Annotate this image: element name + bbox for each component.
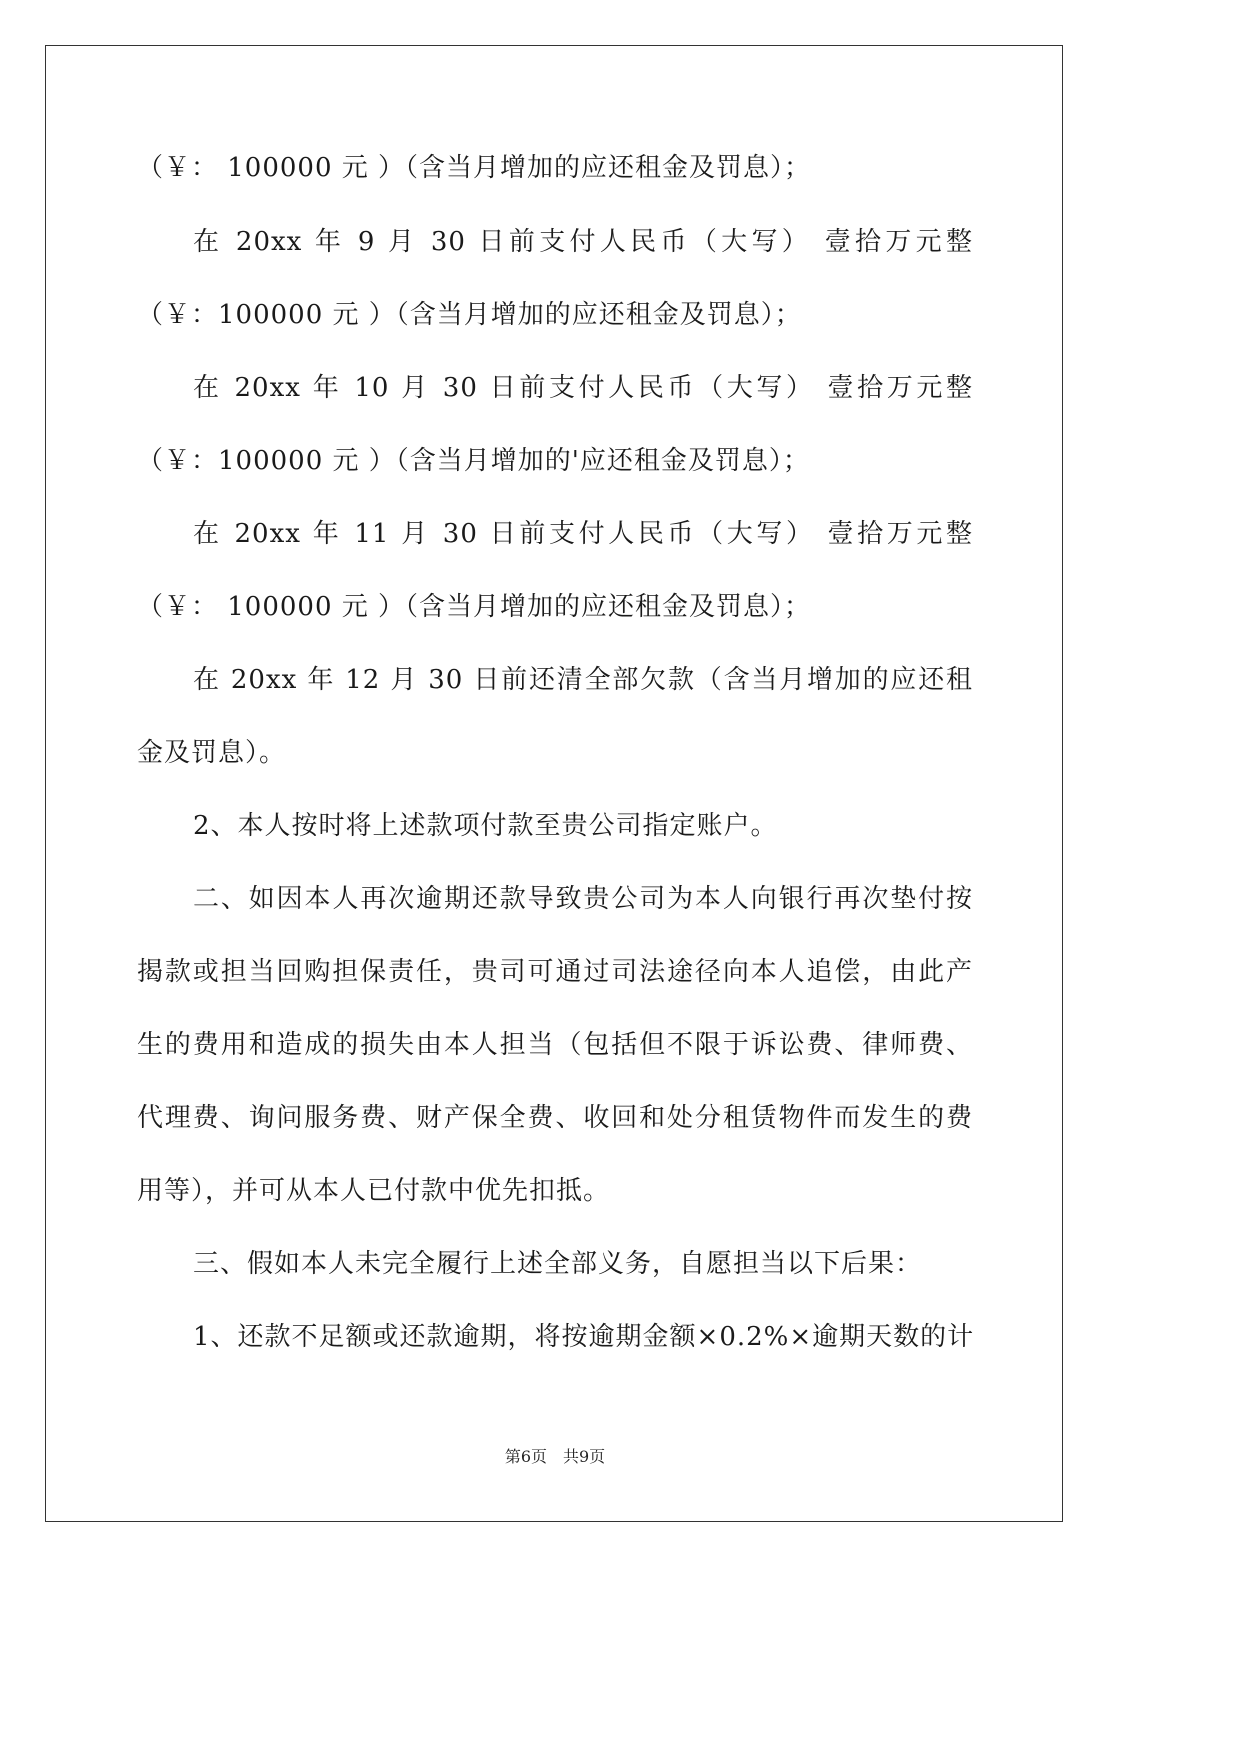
text-line: 在 20xx 年 10 月 30 日前支付人民币（大写） 壹拾万元整 <box>193 373 973 403</box>
text-line: 代理费、询问服务费、财产保全费、收回和处分租赁物件而发生的费 <box>137 1103 973 1133</box>
text-line: 二、如因本人再次逾期还款导致贵公司为本人向银行再次垫付按 <box>193 884 973 914</box>
page-border <box>45 45 1063 1522</box>
text-line: 在 20xx 年 11 月 30 日前支付人民币（大写） 壹拾万元整 <box>193 519 973 549</box>
text-line: 金及罚息）。 <box>137 738 287 768</box>
text-line: 揭款或担当回购担保责任，贵司可通过司法途径向本人追偿，由此产 <box>137 957 973 987</box>
text-line: 在 20xx 年 12 月 30 日前还清全部欠款（含当月增加的应还租 <box>193 665 973 695</box>
text-line: （￥：100000 元 ）（含当月增加的应还租金及罚息）； <box>137 300 802 330</box>
text-line: （￥： 100000 元 ）（含当月增加的应还租金及罚息）； <box>137 153 812 183</box>
text-line: （￥： 100000 元 ）（含当月增加的应还租金及罚息）； <box>137 592 812 622</box>
text-line: （￥：100000 元 ）（含当月增加的'应还租金及罚息）； <box>137 446 810 476</box>
text-line: 三、假如本人未完全履行上述全部义务，自愿担当以下后果： <box>193 1249 923 1279</box>
page-number-footer: 第6页 共9页 <box>504 1447 606 1466</box>
text-line: 2、本人按时将上述款项付款至贵公司指定账户。 <box>193 811 778 841</box>
text-line: 生的费用和造成的损失由本人担当（包括但不限于诉讼费、律师费、 <box>137 1030 973 1060</box>
text-line: 用等），并可从本人已付款中优先扣抵。 <box>137 1176 611 1206</box>
text-line: 在 20xx 年 9 月 30 日前支付人民币（大写） 壹拾万元整 <box>193 227 973 257</box>
text-line: 1、还款不足额或还款逾期，将按逾期金额×0.2%×逾期天数的计 <box>193 1322 975 1352</box>
